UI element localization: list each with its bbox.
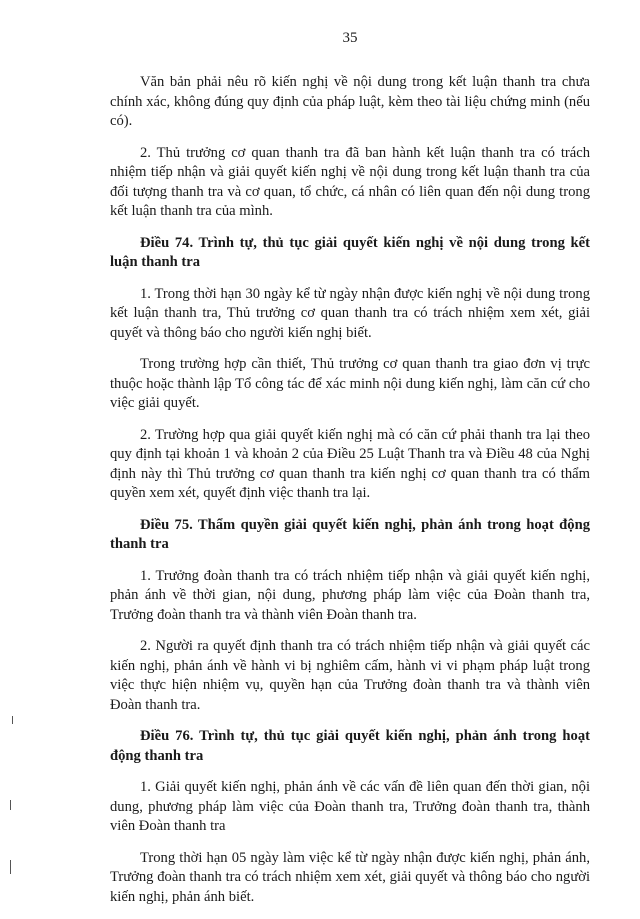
document-body (110, 73, 590, 919)
paragraph: Trong trường hợp cần thiết, Thủ trưởng cơ quan thanh tra giao đơn vị trực thuộc hoặc thành lập Tổ công tác để xác minh nội dung kiến nghị, làm căn cứ cho việc giải quyết. (110, 356, 590, 411)
scan-mark (12, 716, 13, 724)
article-heading: Điều 74. Trình tự, thủ tục giải quyết kiến nghị về nội dung trong kết luận thanh tra (110, 234, 590, 270)
paragraph: 2. Thủ trưởng cơ quan thanh tra đã ban hành kết luận thanh tra có trách nhiệm tiếp nhận và giải quyết kiến nghị về nội dung trong kết luận thanh tra của đối tượng thanh tra và cơ quan, tổ chức, cá nhân có liên quan đến nội dung trong kết luận thanh tra của mình. (110, 144, 590, 219)
paragraph: 1. Trưởng đoàn thanh tra có trách nhiệm tiếp nhận và giải quyết kiến nghị, phản ánh về thời gian, nội dung, phương pháp làm việc của Đoàn thanh tra, Trưởng đoàn thanh tra và thành viên Đoàn thanh tra. (110, 567, 590, 623)
page-number: 35 (342, 30, 358, 46)
scan-mark (10, 800, 11, 810)
article-heading: Điều 75. Thẩm quyền giải quyết kiến nghị, phản ánh trong hoạt động thanh tra (110, 516, 590, 552)
article-heading: Điều 76. Trình tự, thủ tục giải quyết kiến nghị, phản ánh trong hoạt động thanh tra (110, 728, 590, 764)
paragraph: 1. Trong thời hạn 30 ngày kể từ ngày nhận được kiến nghị về nội dung trong kết luận thanh tra, Thủ trưởng cơ quan thanh tra có trách nhiệm xem xét, giải quyết và thông báo cho người kiến nghị biết. (110, 285, 590, 341)
paragraph: Trong thời hạn 05 ngày làm việc kể từ ngày nhận được kiến nghị, phản ánh, Trưởng đoàn thanh tra có trách nhiệm xem xét, giải quyết và thông báo cho người kiến nghị, phản ánh biết. (110, 849, 590, 905)
paragraph: Văn bản phải nêu rõ kiến nghị về nội dung trong kết luận thanh tra chưa chính xác, không đúng quy định của pháp luật, kèm theo tài liệu chứng minh (nếu có). (110, 74, 590, 129)
paragraph: 2. Trường hợp qua giải quyết kiến nghị mà có căn cứ phải thanh tra lại theo quy định tại khoản 1 và khoản 2 của Điều 25 Luật Thanh tra và Điều 48 của Nghị định này thì Thủ trưởng cơ quan thanh tra kiến nghị cơ quan thanh tra có thẩm quyền xem xét, quyết định việc thanh tra lại. (110, 426, 590, 501)
scan-mark (10, 860, 11, 874)
paragraph: 1. Giải quyết kiến nghị, phản ánh về các vấn đề liên quan đến thời gian, nội dung, phương pháp làm việc của Đoàn thanh tra, Trưởng đoàn thanh tra, thành viên Đoàn thanh tra (110, 779, 590, 834)
paragraph: 2. Người ra quyết định thanh tra có trách nhiệm tiếp nhận và giải quyết các kiến nghị, phản ánh về hành vi bị nghiêm cấm, hành vi vi phạm pháp luật trong việc thực hiện nhiệm vụ, quyền hạn của Trưởng đoàn thanh tra và thành viên Đoàn thanh tra. (110, 638, 590, 713)
